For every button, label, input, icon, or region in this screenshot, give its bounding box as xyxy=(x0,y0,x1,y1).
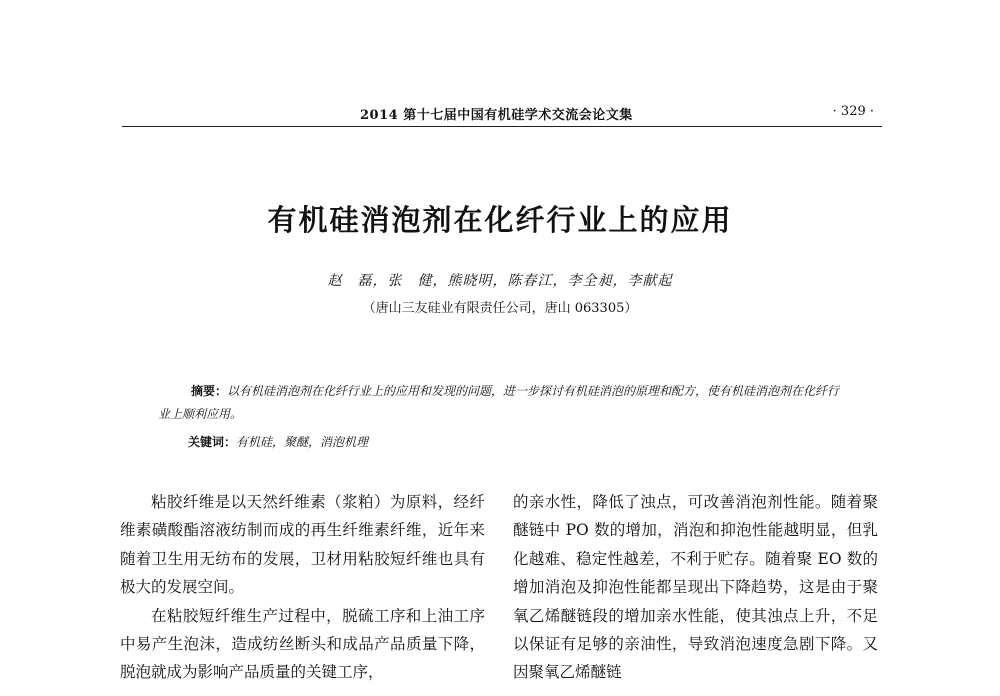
body-paragraph: 的亲水性，降低了浊点，可改善消泡剂性能。随着聚醚链中 PO 数的增加，消泡和抑泡性能越明显，但乳化越难、稳定性越差，不利于贮存。随着聚 EO 数的增加消泡及抑泡性能都呈现出下降趋势，这是由于聚氧乙烯醚链段的增加亲水性能，使其浊点上升，不足以保证有足够的亲油性，导致消泡速度急剧下降。又因聚氧乙烯醚链 xyxy=(513,493,878,682)
abstract-text: 以有机硅消泡剂在化纤行业上的应用和发现的问题，进一步探讨有机硅消泡的原理和配方，使有机硅消泡剂在化纤行业上顺利应用。 xyxy=(158,384,840,421)
keywords xyxy=(188,433,368,450)
journal-name: 2014 第十七届中国有机硅学术交流会论文集 xyxy=(360,108,633,123)
keywords-text: 有机硅，聚醚，消泡机理 xyxy=(236,435,369,449)
body-paragraph: 在粘胶短纤维生产过程中，脱硫工序和上油工序中易产生泡沫，造成纺丝断头和成品产品质量下降，脱泡就成为影响产品质量的关键工序， xyxy=(120,606,485,682)
body-paragraph: 粘胶纤维是以天然纤维素（浆粕）为原料，经纤维素磺酸酯溶液纺制而成的再生纤维素纤维，近年来随着卫生用无纺布的发展，卫材用粘胶短纤维也具有极大的发展空间。 xyxy=(120,493,485,597)
affiliation: （唐山三友硅业有限责任公司，唐山 063305） xyxy=(362,301,638,316)
paper-title: 有机硅消泡剂在化纤行业上的应用 xyxy=(267,203,733,237)
abstract-label: 摘要： xyxy=(191,384,228,398)
running-header xyxy=(122,100,882,127)
author-list: 赵 磊，张 健，熊晓明，陈春江，李全昶，李献起 xyxy=(327,273,673,289)
body-column-left xyxy=(120,488,485,687)
page-number: · 329 · xyxy=(832,104,874,119)
body-column-right xyxy=(513,488,878,687)
abstract xyxy=(158,380,848,426)
keywords-label: 关键词： xyxy=(188,435,237,449)
